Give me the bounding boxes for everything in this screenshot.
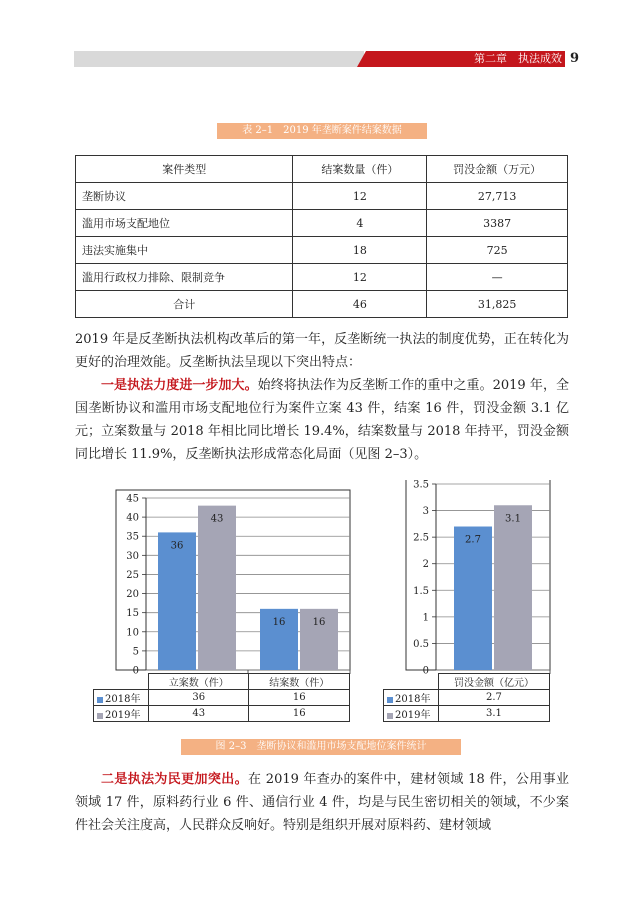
bar-2019 — [494, 505, 532, 670]
bar-2019 — [198, 506, 236, 670]
y-tick-label: 0 — [422, 665, 429, 677]
y-tick-label: 30 — [126, 550, 139, 562]
y-tick-label: 40 — [126, 512, 139, 524]
table-cell: — — [427, 264, 568, 291]
table-cell: 违法实施集中 — [76, 237, 293, 264]
y-tick-label: 35 — [126, 531, 139, 543]
bar-data-label: 43 — [210, 513, 224, 525]
point-one-body: 始终将执法作为反垄断工作的重中之重。2019 年，全国垄断协议和滥用市场支配地位行为案件立案 43 件，结案 16 件，罚没金额 3.1 亿元；立案数量与 2018 年相比同比增长 19.4%，结案数量与 2018 年持平，罚没金额同比增长 11.9%，反垄断执法形成常态化局面（见图 2–3）。 — [75, 378, 569, 462]
chart2-table-blank — [384, 674, 439, 690]
y-tick-label: 2.5 — [413, 532, 429, 544]
y-tick-label: 20 — [126, 589, 139, 601]
table-cell: 27,713 — [427, 183, 568, 210]
legend-2019 — [94, 706, 149, 722]
chart2-table-value: 2.7 — [438, 690, 549, 706]
chart2-category-label: 罚没金额（亿元） — [438, 674, 549, 690]
y-tick-label: 1.5 — [413, 585, 429, 597]
legend-2018 — [94, 690, 149, 706]
table-cell: 滥用市场支配地位 — [76, 210, 293, 237]
chart1-table-value: 16 — [249, 706, 350, 722]
chart-case-counts — [116, 490, 350, 677]
table-caption: 表 2–1 2019 年垄断案件结案数据 — [217, 123, 427, 139]
chart1-table-blank — [94, 674, 149, 690]
paragraph-point-two — [75, 768, 569, 837]
bar-data-label: 36 — [170, 540, 184, 552]
bar-data-label: 16 — [312, 616, 326, 628]
legend-2018 — [384, 690, 439, 706]
table-header-cell: 罚没金额（万元） — [427, 156, 568, 183]
paragraph-intro: 2019 年是反垄断执法机构改革后的第一年，反垄断统一执法的制度优势，正在转化为更好的治理效能。反垄断执法呈现以下突出特点： — [75, 332, 569, 370]
chart-fine-amount — [406, 480, 550, 677]
legend-swatch-2019 — [387, 713, 393, 719]
y-tick-label: 0 — [132, 665, 139, 677]
chart1-table-value: 43 — [148, 706, 249, 722]
table-header-cell: 案件类型 — [76, 156, 293, 183]
y-tick-label: 3 — [422, 506, 429, 518]
table-row — [76, 183, 568, 210]
table-cell: 4 — [293, 210, 427, 237]
table-cell: 滥用行政权力排除、限制竞争 — [76, 264, 293, 291]
table-cell: 46 — [293, 291, 427, 318]
y-tick-label: 3.5 — [413, 480, 429, 491]
y-tick-label: 1 — [422, 612, 429, 624]
chart2-table-value: 3.1 — [438, 706, 549, 722]
point-two-lead: 二是执法为民更加突出。 — [101, 772, 248, 787]
legend-label: 2019年 — [395, 710, 431, 721]
table-row — [76, 210, 568, 237]
table-cell: 合计 — [76, 291, 293, 318]
table-header-cell: 结案数量（件） — [293, 156, 427, 183]
chapter-title: 第二章 执法成效 — [474, 52, 562, 65]
y-tick-label: 0.5 — [413, 638, 429, 650]
chart2-data-table — [383, 673, 550, 722]
chart1-category-label: 立案数（件） — [148, 674, 249, 690]
y-tick-label: 2 — [422, 559, 429, 571]
y-tick-label: 15 — [126, 608, 139, 620]
point-one-lead: 一是执法力度进一步加大。 — [101, 378, 258, 393]
table-cell: 12 — [293, 264, 427, 291]
paragraph-point-one — [75, 374, 569, 466]
legend-label: 2018年 — [105, 694, 141, 705]
figure-caption: 图 2–3 垄断协议和滥用市场支配地位案件统计 — [181, 739, 461, 755]
legend-swatch-2018 — [387, 697, 393, 703]
bar-data-label: 3.1 — [505, 513, 521, 525]
bar-data-label: 2.7 — [465, 534, 481, 546]
table-cell: 12 — [293, 183, 427, 210]
chart1-data-table — [93, 673, 350, 722]
table-cell: 18 — [293, 237, 427, 264]
table-row — [76, 237, 568, 264]
table-row — [76, 264, 568, 291]
table-cell: 31,825 — [427, 291, 568, 318]
y-tick-label: 10 — [126, 627, 139, 639]
header-gray-bar — [74, 51, 364, 67]
chart1-table-value: 36 — [148, 690, 249, 706]
legend-swatch-2019 — [97, 713, 103, 719]
chart1-category-label: 结案数（件） — [249, 674, 350, 690]
chart1-table-value: 16 — [249, 690, 350, 706]
bar-2018 — [454, 527, 492, 670]
point-two-body: 在 2019 年查办的案件中，建材领域 18 件，公用事业领域 17 件，原料药行业 6 件、通信行业 4 件，均是与民生密切相关的领域，不少案件社会关注度高，人民群众反响好。特别是组织开展对原料药、建材领域 — [75, 772, 569, 833]
legend-swatch-2018 — [97, 697, 103, 703]
case-table — [75, 155, 568, 318]
table-cell: 垄断协议 — [76, 183, 293, 210]
table-cell: 725 — [427, 237, 568, 264]
bar-data-label: 16 — [272, 616, 286, 628]
y-tick-label: 5 — [132, 646, 139, 658]
bar-2018 — [158, 532, 196, 670]
table-total-row — [76, 291, 568, 318]
y-tick-label: 45 — [126, 493, 139, 505]
legend-2019 — [384, 706, 439, 722]
page-number: 9 — [570, 51, 580, 66]
legend-label: 2019年 — [105, 710, 141, 721]
y-tick-label: 25 — [126, 569, 139, 581]
legend-label: 2018年 — [395, 694, 431, 705]
table-header-row — [76, 156, 568, 183]
table-cell: 3387 — [427, 210, 568, 237]
